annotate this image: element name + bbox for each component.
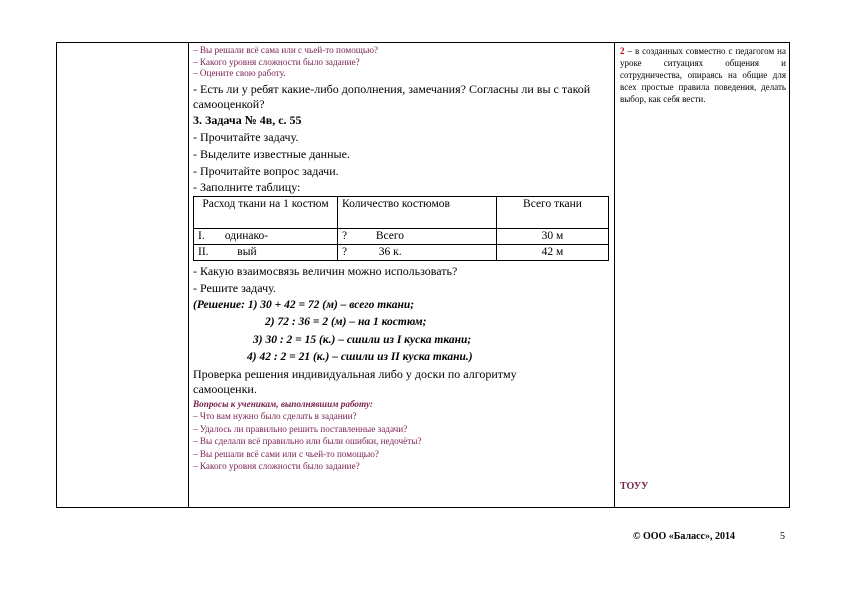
paragraph: - Есть ли у ребят какие-либо дополнения, замечания? Согласны ли вы с такой самооценкой? [193,81,591,111]
solution-line: 4) 42 : 2 = 21 (к.) – сшили из II куска ткани.) [247,351,473,363]
question-line: – Вы сделали всё правильно или были ошибки, недочёты? [193,436,422,446]
table-header: Количество костюмов [338,196,497,228]
table-cell: II. вый [194,244,338,260]
skill-number: 2 [620,46,625,56]
solution-line: 3) 30 : 2 = 15 (к.) – сшили из I куска ткани; [253,333,472,346]
question-line: – Вы решали всё сама или с чьей-то помощью? [193,45,379,55]
step: - Какую взаимосвязь величин можно использовать? [193,263,458,278]
skill-label: ТОУУ [620,481,649,492]
copyright: © ООО «Баласс», 2014 [633,531,735,542]
column-divider [614,43,615,507]
solution-line: (Решение: 1) 30 + 42 = 72 (м) – всего ткани; [193,298,415,311]
column-divider [188,43,189,507]
question-line: – Оцените свою работу. [193,68,286,78]
table-cell: ? Всего [338,228,497,244]
table-cell: 42 м [497,244,609,260]
step: - Выделите известные данные. [193,146,350,161]
question-line: – Какого уровня сложности было задание? [193,461,360,471]
question-line: – Что вам нужно было сделать в задании? [193,411,357,421]
question-line: – Удалось ли правильно решить поставленные задачи? [193,423,408,434]
step: - Прочитайте задачу. [193,129,299,144]
questions-heading: Вопросы к ученикам, выполнявшим работу: [193,398,373,409]
step: - Решите задачу. [193,280,276,295]
skill-description [620,45,786,105]
table-cell: 30 м [497,228,609,244]
skill-text: – в созданных совместно с педагогом на уроке ситуациях общения и сотрудничества, опираясь на общие для всех простые правила поведения, делать выбор, как себя вести. [620,46,786,104]
solution-line: 2) 72 : 36 = 2 (м) – на 1 костюм; [265,316,427,328]
page-number: 5 [780,531,785,542]
task-data-table [193,196,609,261]
task-heading: 3. Задача № 4в, с. 55 [193,112,302,127]
question-line: – Вы решали всё сами или с чьей-то помощью? [193,448,379,459]
table-cell: I. одинако- [194,228,338,244]
table-header: Расход ткани на 1 костюм [194,196,338,228]
skills-column [620,45,786,105]
table-cell: ? 36 к. [338,244,497,260]
lesson-table [56,42,790,508]
step: - Прочитайте вопрос задачи. [193,163,339,178]
table-header: Всего ткани [497,196,609,228]
paragraph: Проверка решения индивидуальная либо у доски по алгоритму самооценки. [193,366,517,396]
step: - Заполните таблицу: [193,179,301,194]
lesson-content-column [193,45,613,473]
question-line: – Какого уровня сложности было задание? [193,56,360,67]
